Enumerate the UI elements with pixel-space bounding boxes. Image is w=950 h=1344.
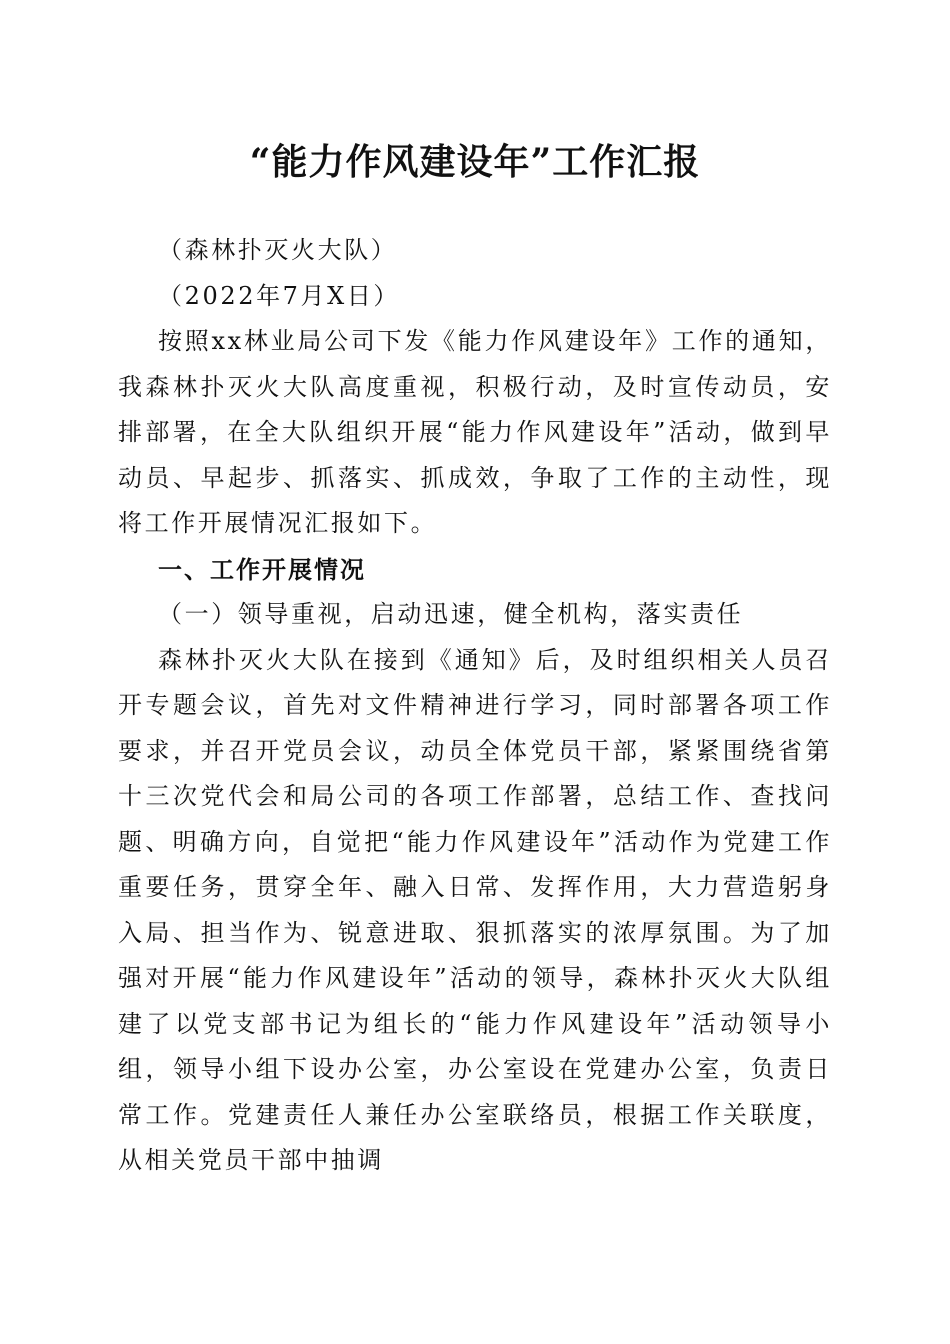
issuer-line: （森林扑灭火大队）: [158, 236, 398, 264]
intro-paragraph: 按照xx林业局公司下发《能力作风建设年》工作的通知，我森林扑灭火大队高度重视，积极行动，及时宣传动员，安排部署，在全大队组织开展“能力作风建设年”活动，做到早动员、早起步、抓落实、抓成效，争取了工作的主动性，现将工作开展情况汇报如下。: [118, 327, 832, 537]
subsection-heading: （一）领导重视，启动迅速，健全机构，落实责任: [158, 600, 744, 628]
document-title: “能力作风建设年”工作汇报: [249, 141, 701, 183]
document-body: [118, 228, 832, 1184]
date-line: （2022年7月X日）: [158, 281, 401, 310]
body-paragraph: 森林扑灭火大队在接到《通知》后，及时组织相关人员召开专题会议，首先对文件精神进行学习，同时部署各项工作要求，并召开党员会议，动员全体党员干部，紧紧围绕省第十三次党代会和局公司的各项工作部署，总结工作、查找问题、明确方向，自觉把“能力作风建设年”活动作为党建工作重要任务，贯穿全年、融入日常、发挥作用，大力营造躬身入局、担当作为、锐意进取、狠抓落实的浓厚氛围。为了加强对开展“能力作风建设年”活动的领导，森林扑灭火大队组建了以党支部书记为组长的“能力作风建设年”活动领导小组，领导小组下设办公室，办公室设在党建办公室，负责日常工作。党建责任人兼任办公室联络员，根据工作关联度，从相关党员干部中抽调: [118, 645, 832, 1174]
section-heading: 一、工作开展情况: [158, 554, 366, 584]
